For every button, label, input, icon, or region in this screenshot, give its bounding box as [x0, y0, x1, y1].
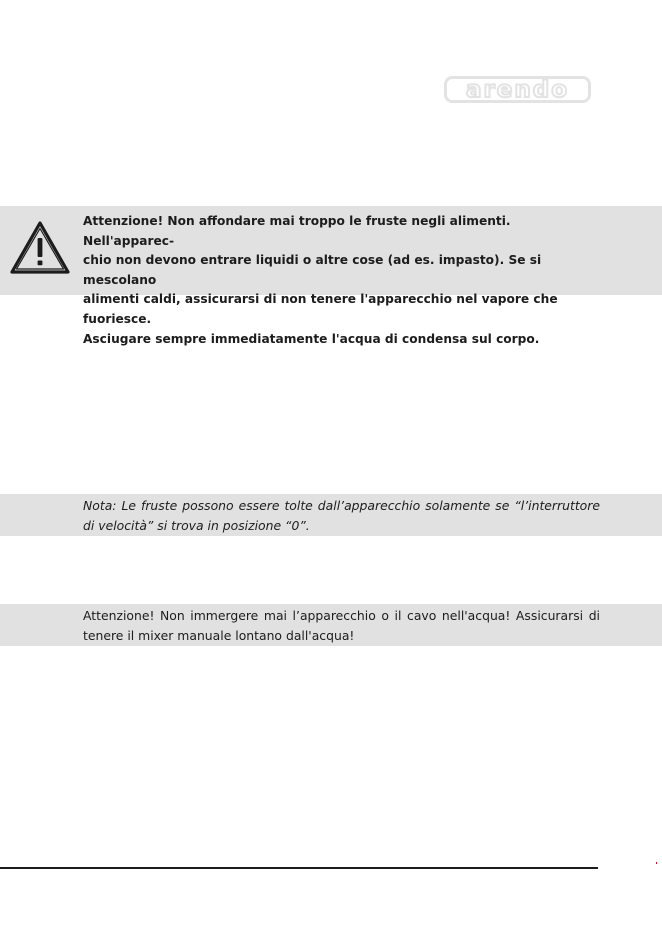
- warning-text: [83, 212, 603, 349]
- note-text: Nota: Le fruste possono essere tolte dall’apparecchio solamente se “l’interruttore di velocità” si trova in posizione “0”.: [83, 498, 600, 533]
- footer-rule: [0, 867, 598, 869]
- arendo-logo: [444, 76, 591, 103]
- warning-line: alimenti caldi, assicurarsi di non tenere l'apparecchio nel vapore che fuoriesce.: [83, 292, 558, 326]
- warning-line: chio non devono entrare liquidi o altre cose (ad es. impasto). Se si mescolano: [83, 253, 542, 287]
- warning-line: Asciugare sempre immediatamente l'acqua di condensa sul corpo.: [83, 331, 540, 346]
- warning-triangle-icon: [9, 220, 71, 276]
- water-warning-text: Attenzione! Non immergere mai l’apparecchio o il cavo nell'acqua! Assicurarsi di tenere il mixer manuale lontano dall'acqua!: [83, 608, 600, 643]
- crop-mark: [656, 862, 657, 864]
- logo-wordmark: arendo: [465, 77, 570, 103]
- warning-line: Attenzione! Non affondare mai troppo le fruste negli alimenti. Nell'apparec-: [83, 214, 511, 248]
